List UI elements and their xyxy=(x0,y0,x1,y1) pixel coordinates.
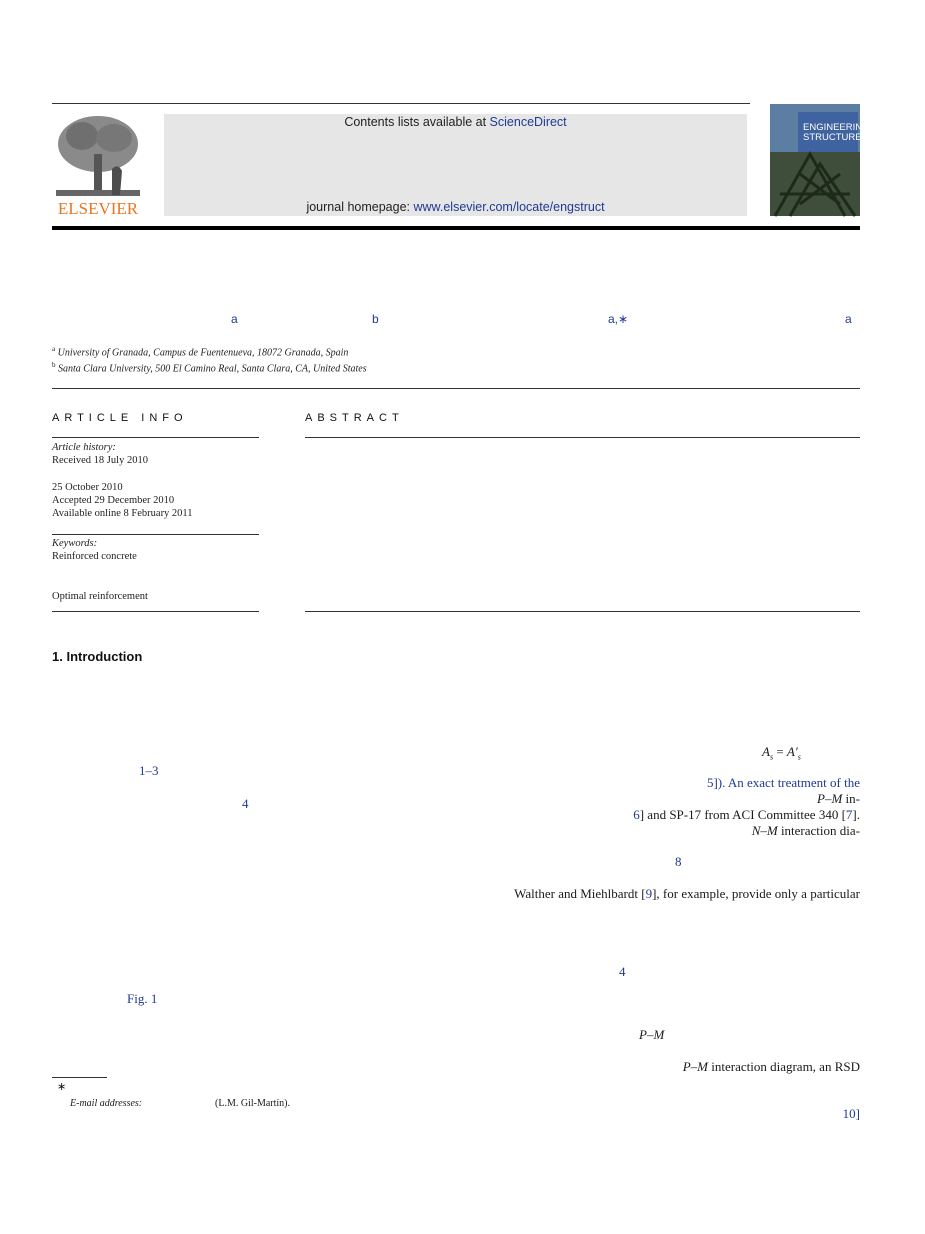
ref-8[interactable]: 8 xyxy=(675,854,682,869)
walther-prefix: Walther and Miehlbardt [ xyxy=(514,886,646,901)
author-mark-2[interactable]: b xyxy=(372,312,379,326)
walther-suffix: ], for example, provide only a particular xyxy=(652,886,860,901)
author-mark-3[interactable]: a,∗ xyxy=(608,312,629,326)
article-info-rule-bottom xyxy=(52,611,259,612)
affiliation-a-mark: a xyxy=(52,345,56,353)
fig-1-link[interactable]: Fig. 1 xyxy=(127,991,158,1006)
intro-line-5 xyxy=(707,775,860,791)
abstract-rule-top xyxy=(305,437,860,438)
contents-prefix: Contents lists available at xyxy=(344,115,490,129)
sciencedirect-link[interactable]: ScienceDirect xyxy=(489,115,567,129)
ref-1-3[interactable]: 1–3 xyxy=(139,763,159,778)
received-date: Received 18 July 2010 xyxy=(52,455,148,466)
ref-10-end: ] xyxy=(855,1106,860,1121)
footnote-star: ∗ xyxy=(57,1081,67,1093)
keyword-1: Reinforced concrete xyxy=(52,551,137,562)
affiliation-b-text: Santa Clara University, 500 El Camino Real, Santa Clara, CA, United States xyxy=(58,363,367,375)
intro-line-rsd xyxy=(683,1059,860,1075)
homepage-line xyxy=(164,200,747,214)
footnote-rule xyxy=(52,1077,107,1078)
eq-as-sub: s xyxy=(769,752,774,762)
history-label: Article history: xyxy=(52,442,116,453)
pm-suffix-1: in- xyxy=(842,791,860,806)
equation-as xyxy=(762,744,801,762)
homepage-prefix: journal homepage: xyxy=(306,200,414,214)
affiliation-a-text: University of Granada, Campus de Fuentenueva, 18072 Granada, Spain xyxy=(57,347,349,359)
journal-homepage-link[interactable]: www.elsevier.com/locate/engstruct xyxy=(413,200,605,214)
intro-line-10 xyxy=(843,1106,860,1122)
intro-line-pm xyxy=(817,791,860,807)
eq-equals: = xyxy=(773,744,787,759)
footnote-emails xyxy=(70,1098,142,1109)
email-label: E-mail addresses: xyxy=(70,1098,143,1109)
pm-symbol-1: P–M xyxy=(817,791,843,806)
contents-line xyxy=(164,115,747,129)
online-date: Available online 8 February 2011 xyxy=(52,508,193,519)
author-mark-4[interactable]: a xyxy=(845,312,852,326)
article-info-heading: ARTICLE INFO xyxy=(52,412,188,424)
top-rule xyxy=(52,103,750,104)
elsevier-logo xyxy=(52,114,144,218)
ref-10[interactable]: 10 xyxy=(842,1106,856,1121)
masthead-rule xyxy=(52,226,860,230)
author-mark-1[interactable]: a xyxy=(231,312,238,326)
affiliation-b-mark: b xyxy=(52,361,56,369)
ref-7-end: ]. xyxy=(852,807,860,822)
keyword-2: Optimal reinforcement xyxy=(52,591,148,602)
article-info-rule-top xyxy=(52,437,259,438)
abstract-rule-bottom xyxy=(305,611,860,612)
accepted-date: Accepted 29 December 2010 xyxy=(52,495,175,506)
aci-text: ] and SP-17 from ACI Committee 340 [ xyxy=(639,807,846,822)
ref-4b[interactable]: 4 xyxy=(619,964,626,979)
ref-5-line[interactable]: 5]). An exact treatment of the xyxy=(706,775,860,790)
rsd-text: interaction diagram, an RSD xyxy=(708,1059,860,1074)
abstract-heading: ABSTRACT xyxy=(305,412,404,424)
pm-symbol-2: P–M xyxy=(639,1027,665,1042)
pm-symbol-3: P–M xyxy=(682,1059,708,1074)
eq-as-prime-sub: s xyxy=(797,752,801,762)
intro-line-walther xyxy=(514,886,860,902)
intro-heading: 1. Introduction xyxy=(52,649,143,664)
affiliation-b xyxy=(52,361,367,374)
publisher-wordmark: ELSEVIER xyxy=(57,199,139,218)
eq-as-symbol: A xyxy=(762,744,770,759)
ref-7[interactable]: 7 xyxy=(845,807,853,822)
keywords-label: Keywords: xyxy=(52,538,98,549)
ref-9[interactable]: 9 xyxy=(645,886,653,901)
nm-symbol: N–M xyxy=(751,823,778,838)
affiliation-a xyxy=(52,345,348,358)
affiliations-rule xyxy=(52,388,860,389)
footnote-email-text: (L.M. Gil-Martín). xyxy=(215,1098,290,1109)
eq-as-prime: A′ xyxy=(786,744,798,759)
intro-line-nm xyxy=(752,823,860,839)
cover-title-line1: ENGINEERING xyxy=(803,122,870,133)
ref-4a[interactable]: 4 xyxy=(242,796,249,811)
nm-suffix: interaction dia- xyxy=(777,823,860,838)
ref-6[interactable]: 6 xyxy=(633,807,640,822)
journal-cover xyxy=(770,104,870,216)
intro-line-6-7 xyxy=(633,807,860,823)
journal-banner xyxy=(164,114,747,216)
revised-date: 25 October 2010 xyxy=(52,482,123,493)
cover-title-line2: STRUCTURES xyxy=(803,132,868,143)
article-info-rule-mid xyxy=(52,534,259,535)
